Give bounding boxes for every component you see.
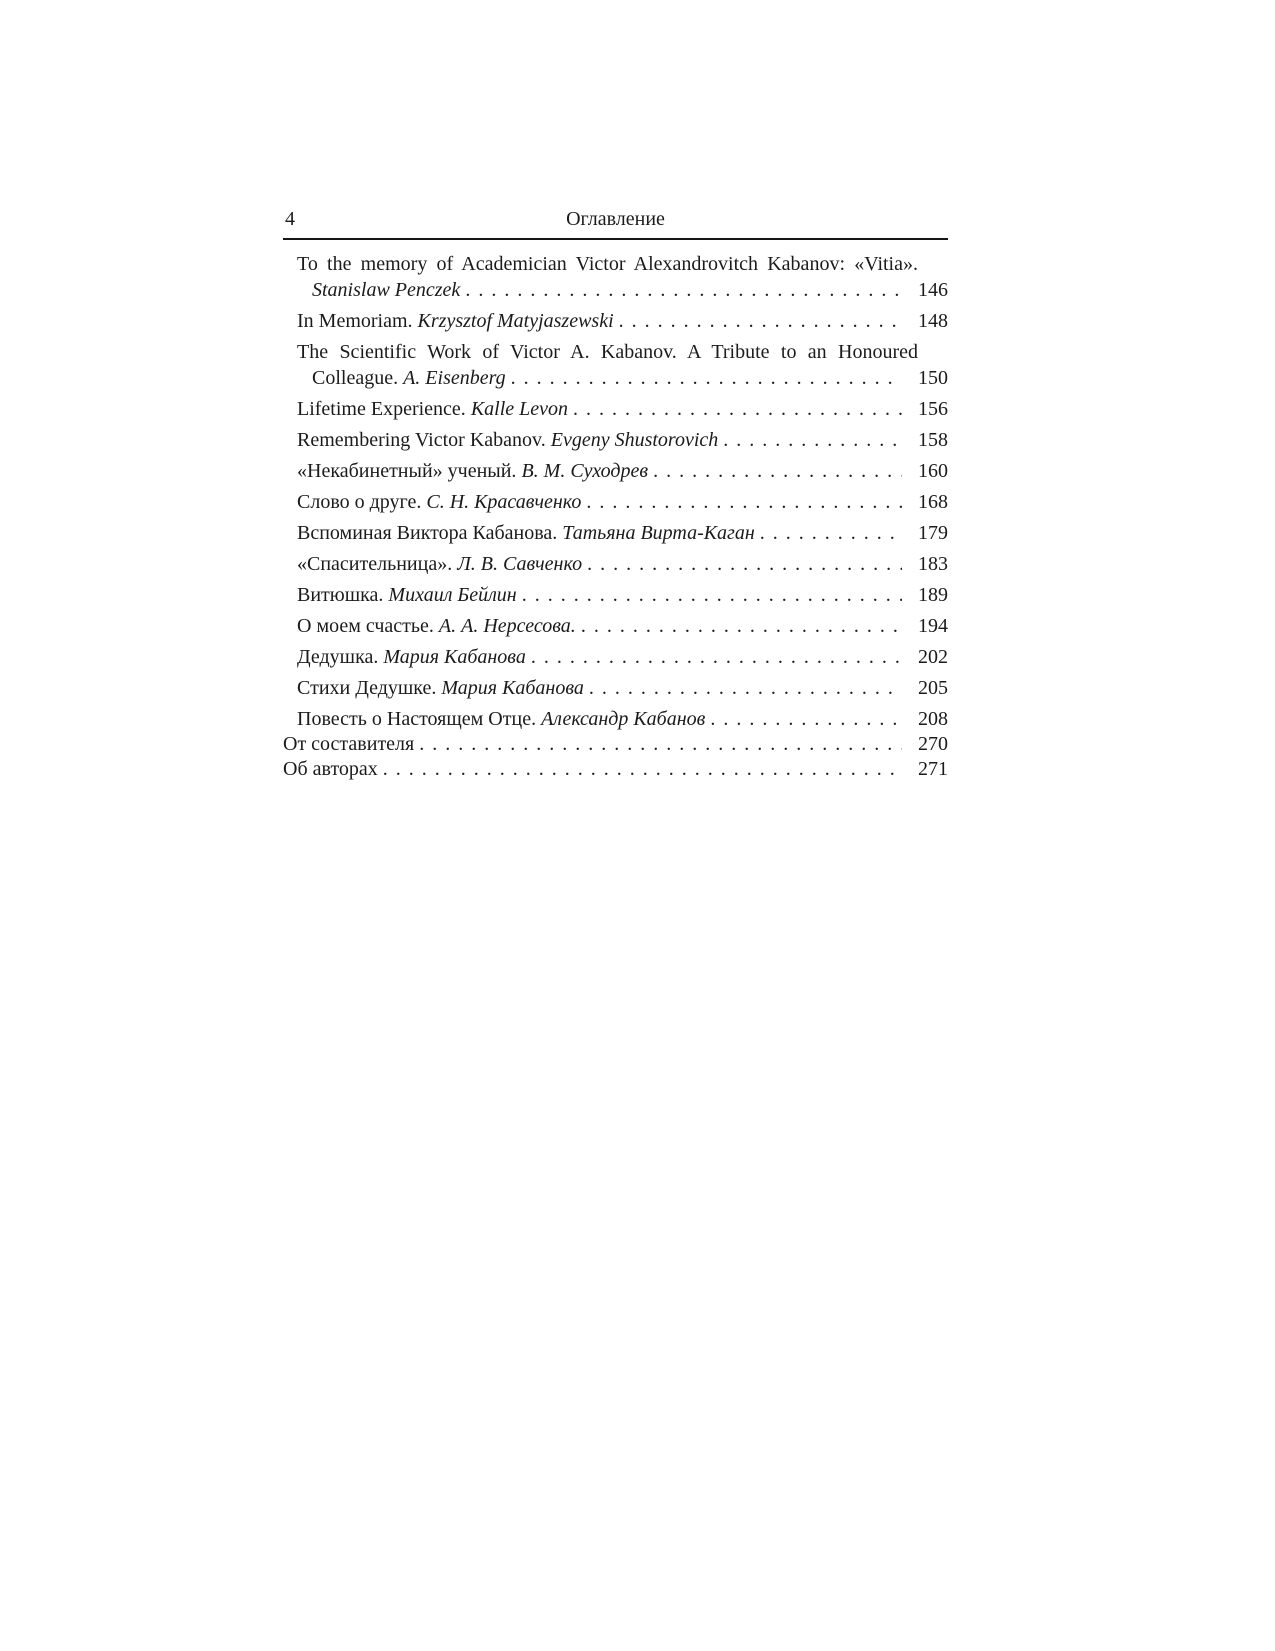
page-number: 270 (918, 733, 948, 755)
page-number: 160 (918, 460, 948, 482)
toc-entry (297, 308, 948, 334)
dot-leader (582, 551, 902, 577)
entry-author: Л. В. Савченко (457, 553, 583, 575)
toc-entry (283, 757, 948, 782)
dot-leader (648, 458, 902, 484)
entry-title: «Спасительница». (297, 553, 458, 575)
dot-leader (378, 757, 902, 782)
dot-leader (576, 613, 902, 639)
page-number: 179 (918, 522, 948, 544)
page-number: 189 (918, 584, 948, 606)
toc-entry (297, 458, 948, 484)
entry-title: «Некабинетный» ученый. (297, 460, 522, 482)
folio-page-number: 4 (285, 208, 295, 230)
entry-title: In Memoriam. (297, 310, 418, 332)
entry-author: Мария Кабанова (441, 677, 584, 699)
entry-author: Krzysztof Matyjaszewski (417, 310, 614, 332)
dot-leader (584, 675, 902, 701)
toc-entry-lastline (297, 365, 948, 391)
table-of-contents (283, 251, 948, 782)
entry-author: Kalle Levon (470, 398, 569, 420)
page-number: 168 (918, 491, 948, 513)
toc-entry (297, 644, 948, 670)
toc-entry (297, 613, 948, 639)
page-number: 208 (918, 708, 948, 730)
entry-title: О моем счастье. (297, 615, 439, 637)
dot-leader (581, 489, 902, 515)
page-number: 202 (918, 646, 948, 668)
toc-entry (297, 339, 948, 391)
toc-entry (297, 427, 948, 453)
page-number: 194 (918, 615, 948, 637)
toc-entry (297, 551, 948, 577)
page-header (283, 206, 948, 240)
dot-leader (568, 396, 902, 422)
toc-entry-lastline (297, 675, 948, 701)
toc-entry-lastline (297, 520, 948, 546)
toc-entry-lastline (297, 458, 948, 484)
page-number: 158 (918, 429, 948, 451)
toc-entry (297, 582, 948, 608)
dot-leader (517, 582, 902, 608)
entry-author: Михаил Бейлин (388, 584, 517, 606)
toc-entry-lastline (297, 277, 948, 303)
dot-leader (705, 706, 902, 732)
toc-entry (297, 520, 948, 546)
toc-entry-lastline (297, 308, 948, 334)
entry-author: Stanislaw Penczek (312, 279, 461, 301)
entry-title: Вспоминая Виктора Кабанова. (297, 522, 563, 544)
toc-entry-lastline (297, 582, 948, 608)
entry-author: С. Н. Красавченко (426, 491, 582, 513)
entry-author: A. Eisenberg (403, 367, 506, 389)
header-title: Оглавление (566, 208, 665, 230)
toc-entry-line1: The Scientific Work of Victor A. Kabanov. A Tribute to an Honoured (297, 341, 918, 363)
toc-entry (297, 675, 948, 701)
toc-entry-lastline (283, 757, 948, 782)
toc-entry (297, 489, 948, 515)
page-number: 183 (918, 553, 948, 575)
toc-entry-lastline (297, 551, 948, 577)
toc-entry (297, 251, 948, 303)
entry-title: Об авторах (283, 758, 378, 780)
page-content (283, 206, 948, 782)
entry-title: Стихи Дедушке. (297, 677, 442, 699)
toc-entry-lastline (297, 427, 948, 453)
page-number: 150 (918, 367, 948, 389)
toc-entry (283, 732, 948, 757)
toc-entry-lastline (283, 732, 948, 757)
dot-leader (460, 277, 902, 303)
toc-entry-lastline (297, 489, 948, 515)
toc-entry-lastline (297, 644, 948, 670)
entry-title: Remembering Victor Kabanov. (297, 429, 551, 451)
entry-author: А. А. Нерсесова. (438, 615, 576, 637)
entry-author: Evgeny Shustorovich (550, 429, 719, 451)
entry-title: Повесть о Настоящем Отце. (297, 708, 542, 730)
dot-leader (506, 365, 902, 391)
entry-author: Мария Кабанова (383, 646, 526, 668)
dot-leader (614, 308, 902, 334)
dot-leader (526, 644, 902, 670)
toc-entry-lastline (297, 613, 948, 639)
dot-leader (414, 732, 902, 757)
entry-author: Александр Кабанов (541, 708, 706, 730)
toc-entry (297, 396, 948, 422)
page-number: 146 (918, 279, 948, 301)
dot-leader (755, 520, 902, 546)
entry-title: От составителя (283, 733, 415, 755)
entry-title: Дедушка. (297, 646, 384, 668)
page-number: 148 (918, 310, 948, 332)
toc-entry-line1: To the memory of Academician Victor Alexandrovitch Kabanov: «Vitia». (297, 253, 918, 275)
entry-title: Слово о друге. (297, 491, 427, 513)
toc-entry-lastline (297, 396, 948, 422)
entry-title: Витюшка. (297, 584, 389, 606)
entry-title: Colleague. (312, 367, 404, 389)
dot-leader (718, 427, 902, 453)
page-number: 205 (918, 677, 948, 699)
entry-author: В. М. Суходрев (521, 460, 649, 482)
page-number: 271 (918, 758, 948, 780)
toc-entry-lastline (297, 706, 948, 732)
toc-entry (297, 706, 948, 732)
entry-title: Lifetime Experience. (297, 398, 471, 420)
page-number: 156 (918, 398, 948, 420)
entry-author: Татьяна Вирта-Каган (562, 522, 755, 544)
